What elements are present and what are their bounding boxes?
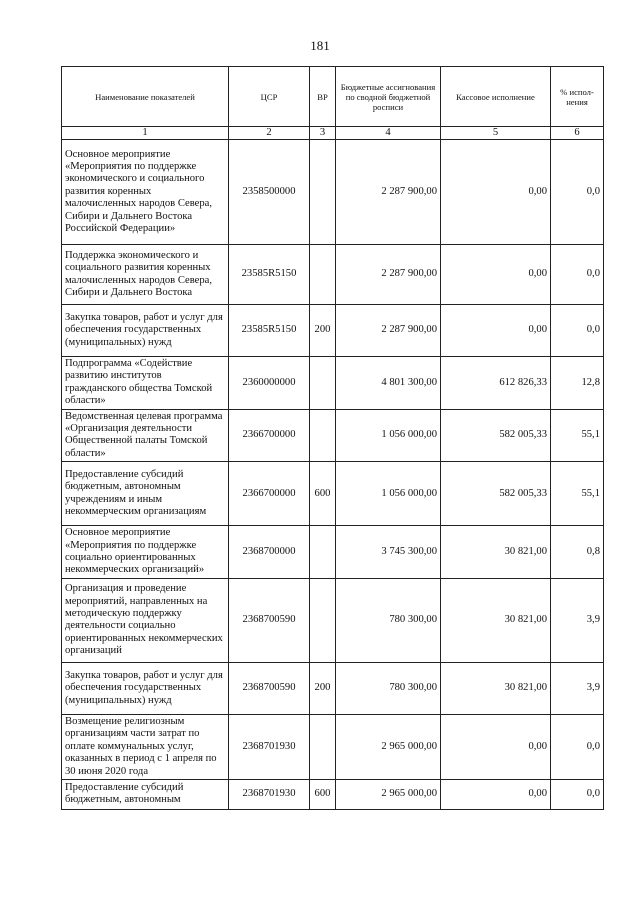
row-budget: 780 300,00 bbox=[336, 662, 441, 714]
table-row bbox=[62, 526, 604, 579]
row-csr: 2368700590 bbox=[229, 578, 310, 662]
row-pct: 3,9 bbox=[551, 578, 604, 662]
column-number: 6 bbox=[551, 127, 604, 140]
row-cash: 0,00 bbox=[441, 245, 551, 305]
row-cash: 0,00 bbox=[441, 140, 551, 245]
table-row bbox=[62, 462, 604, 526]
row-cash: 582 005,33 bbox=[441, 409, 551, 462]
table-row bbox=[62, 140, 604, 245]
row-vr: 200 bbox=[310, 305, 336, 357]
row-cash: 30 821,00 bbox=[441, 578, 551, 662]
row-vr bbox=[310, 140, 336, 245]
row-vr: 600 bbox=[310, 779, 336, 809]
row-pct: 55,1 bbox=[551, 462, 604, 526]
table-row bbox=[62, 245, 604, 305]
row-cash: 0,00 bbox=[441, 714, 551, 779]
page-number: 181 bbox=[310, 38, 330, 53]
row-budget: 2 287 900,00 bbox=[336, 305, 441, 357]
table-row bbox=[62, 357, 604, 410]
row-pct: 0,0 bbox=[551, 245, 604, 305]
row-name: Организация и проведение мероприятий, направленных на методическую поддержку деятельности социально ориентированных некоммерческих организаций bbox=[62, 578, 229, 662]
column-number: 3 bbox=[310, 127, 336, 140]
row-pct: 0,0 bbox=[551, 140, 604, 245]
row-cash: 612 826,33 bbox=[441, 357, 551, 410]
header-cash: Кассовое исполнение bbox=[441, 67, 551, 127]
row-vr bbox=[310, 245, 336, 305]
header-csr: ЦСР bbox=[229, 67, 310, 127]
row-name: Поддержка экономического и социального развития коренных малочисленных народов Севера, Сибири и Дальнего Востока bbox=[62, 245, 229, 305]
row-csr: 2366700000 bbox=[229, 462, 310, 526]
column-number: 5 bbox=[441, 127, 551, 140]
budget-execution-table bbox=[61, 66, 604, 810]
row-vr bbox=[310, 578, 336, 662]
row-csr: 2368701930 bbox=[229, 714, 310, 779]
row-name: Предоставление субсидий бюджетным, автономным bbox=[62, 779, 229, 809]
row-budget: 2 287 900,00 bbox=[336, 245, 441, 305]
row-pct: 0,0 bbox=[551, 714, 604, 779]
row-name: Предоставление субсидий бюджетным, автономным учреждениям и иным некоммерческим организациям bbox=[62, 462, 229, 526]
row-budget: 780 300,00 bbox=[336, 578, 441, 662]
row-name: Основное мероприятие «Мероприятия по поддержке экономического и социального развития коренных малочисленных народов Севера, Сибири и Дальнего Востока Российской Федерации» bbox=[62, 140, 229, 245]
row-budget: 4 801 300,00 bbox=[336, 357, 441, 410]
header-vr: ВР bbox=[310, 67, 336, 127]
row-csr: 23585R5150 bbox=[229, 305, 310, 357]
row-budget: 3 745 300,00 bbox=[336, 526, 441, 579]
row-csr: 2368701930 bbox=[229, 779, 310, 809]
row-pct: 3,9 bbox=[551, 662, 604, 714]
table-row bbox=[62, 578, 604, 662]
row-csr: 23585R5150 bbox=[229, 245, 310, 305]
table-row bbox=[62, 779, 604, 809]
table-row bbox=[62, 714, 604, 779]
row-cash: 30 821,00 bbox=[441, 662, 551, 714]
row-csr: 2358500000 bbox=[229, 140, 310, 245]
row-vr: 200 bbox=[310, 662, 336, 714]
row-vr: 600 bbox=[310, 462, 336, 526]
column-numbers-row bbox=[62, 127, 604, 140]
row-pct: 0,0 bbox=[551, 779, 604, 809]
row-csr: 2368700590 bbox=[229, 662, 310, 714]
row-vr bbox=[310, 714, 336, 779]
column-number: 1 bbox=[62, 127, 229, 140]
row-pct: 55,1 bbox=[551, 409, 604, 462]
row-name: Основное мероприятие «Мероприятия по поддержке социально ориентированных некоммерческих организаций» bbox=[62, 526, 229, 579]
table-row bbox=[62, 305, 604, 357]
header-name: Наименование показателей bbox=[62, 67, 229, 127]
table-row bbox=[62, 409, 604, 462]
row-vr bbox=[310, 526, 336, 579]
row-name: Закупка товаров, работ и услуг для обеспечения государственных (муниципальных) нужд bbox=[62, 662, 229, 714]
row-name: Подпрограмма «Содействие развитию институтов гражданского общества Томской области» bbox=[62, 357, 229, 410]
row-budget: 1 056 000,00 bbox=[336, 462, 441, 526]
row-budget: 1 056 000,00 bbox=[336, 409, 441, 462]
row-budget: 2 965 000,00 bbox=[336, 714, 441, 779]
row-cash: 0,00 bbox=[441, 779, 551, 809]
header-budget: Бюджетные ассигнования по сводной бюджетной росписи bbox=[336, 67, 441, 127]
row-budget: 2 965 000,00 bbox=[336, 779, 441, 809]
column-number: 2 bbox=[229, 127, 310, 140]
row-pct: 0,0 bbox=[551, 305, 604, 357]
row-cash: 582 005,33 bbox=[441, 462, 551, 526]
row-pct: 12,8 bbox=[551, 357, 604, 410]
row-pct: 0,8 bbox=[551, 526, 604, 579]
column-number: 4 bbox=[336, 127, 441, 140]
row-name: Закупка товаров, работ и услуг для обеспечения государственных (муниципальных) нужд bbox=[62, 305, 229, 357]
header-pct: % испол-нения bbox=[551, 67, 604, 127]
row-vr bbox=[310, 357, 336, 410]
row-vr bbox=[310, 409, 336, 462]
row-csr: 2360000000 bbox=[229, 357, 310, 410]
table-body bbox=[62, 140, 604, 810]
table-row bbox=[62, 662, 604, 714]
row-name: Возмещение религиозным организациям части затрат по оплате коммунальных услуг, оказанных в период с 1 апреля по 30 июня 2020 года bbox=[62, 714, 229, 779]
row-budget: 2 287 900,00 bbox=[336, 140, 441, 245]
table-header-row bbox=[62, 67, 604, 127]
row-csr: 2368700000 bbox=[229, 526, 310, 579]
row-cash: 0,00 bbox=[441, 305, 551, 357]
row-csr: 2366700000 bbox=[229, 409, 310, 462]
row-name: Ведомственная целевая программа «Организация деятельности Общественной палаты Томской области» bbox=[62, 409, 229, 462]
row-cash: 30 821,00 bbox=[441, 526, 551, 579]
